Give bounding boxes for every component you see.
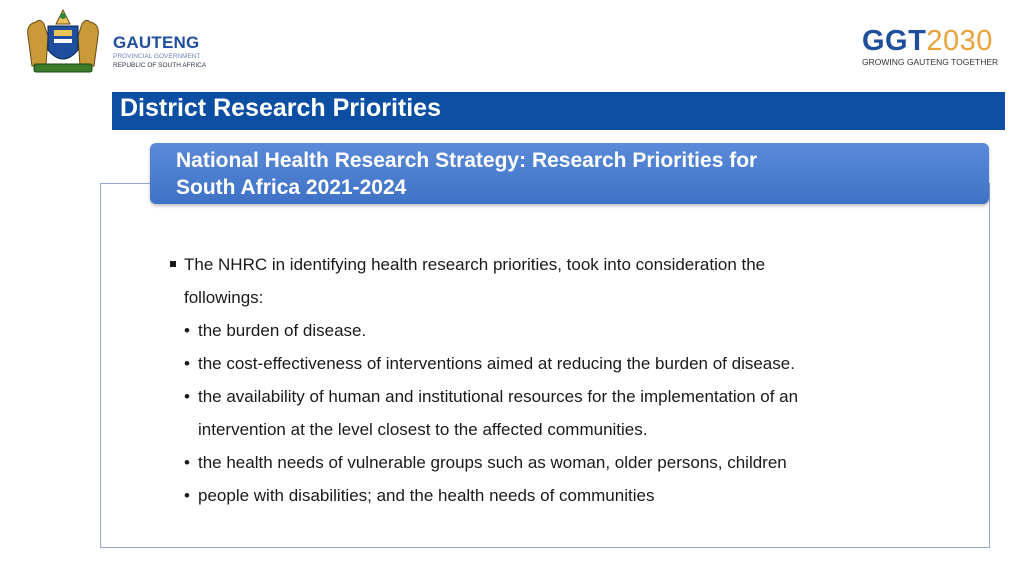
ggt-tagline: GROWING GAUTENG TOGETHER [862,57,999,67]
list-item [170,381,980,414]
gauteng-subtitle: PROVINCIAL GOVERNMENT [113,53,201,60]
slide-body [170,249,980,513]
list-item-text: the health needs of vulnerable groups such as woman, older persons, children [198,453,787,472]
list-item-text: people with disabilities; and the health needs of communities [198,486,655,505]
bullet-icon: • [184,387,190,406]
list-item-text: the availability of human and institutional resources for the implementation of an [198,387,799,406]
gauteng-wordmark: GAUTENG [113,33,200,52]
bullet-icon: • [184,321,190,340]
intro-paragraph [170,249,980,282]
section-header-line-2: South Africa 2021-2024 [176,176,407,199]
intro-line-1: The NHRC in identifying health research priorities, took into consideration the [184,255,766,274]
bullet-icon: • [184,354,190,373]
bullet-icon: • [184,453,190,472]
ggt-wordmark [862,26,993,56]
bullet-icon: • [184,486,190,505]
gauteng-country: REPUBLIC OF SOUTH AFRICA [113,62,207,69]
list-item-text: the burden of disease. [198,321,367,340]
ggt-letters: GGT [862,25,927,57]
list-item [170,348,980,381]
intro-line-2: followings: [184,288,264,307]
list-item-continuation: intervention at the level closest to the affected communities. [198,420,648,439]
square-bullet-icon [170,261,176,267]
section-header-line-1: National Health Research Strategy: Research Priorities for [176,149,758,172]
section-header [150,143,989,204]
slide-title: District Research Priorities [112,92,1005,130]
list-item [170,315,980,348]
list-item [170,480,980,513]
list-item-text: the cost-effectiveness of interventions aimed at reducing the burden of disease. [198,354,795,373]
list-item [170,447,980,480]
coat-of-arms-icon [18,6,108,76]
ggt-year: 2030 [926,25,993,57]
gauteng-logo [14,6,214,76]
ggt2030-logo [862,26,1002,70]
